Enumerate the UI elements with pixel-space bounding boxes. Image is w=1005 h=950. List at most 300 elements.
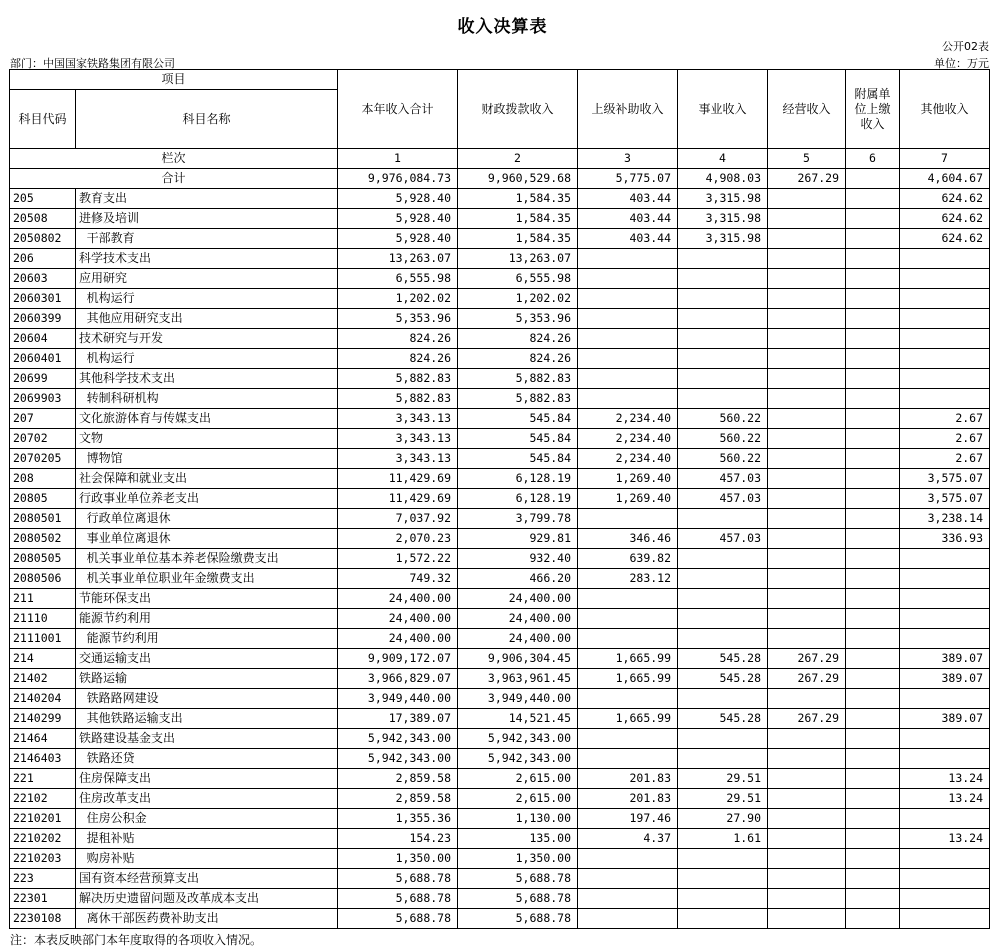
row-name: 其他应用研究支出 xyxy=(76,309,338,329)
row-value xyxy=(678,689,768,709)
row-value xyxy=(846,869,900,889)
row-value: 1,665.99 xyxy=(578,709,678,729)
row-value: 824.26 xyxy=(458,329,578,349)
row-value: 4.37 xyxy=(578,829,678,849)
row-code: 20805 xyxy=(10,489,76,509)
row-value: 5,928.40 xyxy=(338,229,458,249)
row-value xyxy=(768,249,846,269)
row-value xyxy=(678,549,768,569)
row-value xyxy=(846,329,900,349)
row-name: 机构运行 xyxy=(76,289,338,309)
table-row xyxy=(10,649,990,669)
row-value: 824.26 xyxy=(458,349,578,369)
row-code: 211 xyxy=(10,589,76,609)
row-value: 267.29 xyxy=(768,669,846,689)
row-value: 13.24 xyxy=(900,829,990,849)
row-value xyxy=(846,729,900,749)
row-name: 离休干部医药费补助支出 xyxy=(76,909,338,929)
row-value xyxy=(846,189,900,209)
row-value: 336.93 xyxy=(900,529,990,549)
row-value xyxy=(768,469,846,489)
row-value: 9,909,172.07 xyxy=(338,649,458,669)
row-value: 824.26 xyxy=(338,329,458,349)
row-value xyxy=(678,309,768,329)
row-value: 466.20 xyxy=(458,569,578,589)
row-value xyxy=(846,769,900,789)
row-value: 27.90 xyxy=(678,809,768,829)
row-value xyxy=(846,349,900,369)
row-code: 2050802 xyxy=(10,229,76,249)
row-value xyxy=(900,609,990,629)
row-value xyxy=(578,389,678,409)
row-value xyxy=(578,629,678,649)
row-value xyxy=(578,869,678,889)
col-index: 4 xyxy=(678,149,768,169)
row-code: 2080506 xyxy=(10,569,76,589)
row-value: 5,882.83 xyxy=(338,389,458,409)
row-value xyxy=(900,689,990,709)
table-row xyxy=(10,589,990,609)
row-value: 389.07 xyxy=(900,649,990,669)
row-value: 2,859.58 xyxy=(338,789,458,809)
row-value: 201.83 xyxy=(578,769,678,789)
row-value: 1,584.35 xyxy=(458,209,578,229)
row-value xyxy=(900,389,990,409)
table-row xyxy=(10,729,990,749)
row-value xyxy=(846,549,900,569)
total-value: 4,604.67 xyxy=(900,169,990,189)
row-value xyxy=(678,849,768,869)
row-value xyxy=(846,589,900,609)
table-row xyxy=(10,809,990,829)
row-value: 5,688.78 xyxy=(338,909,458,929)
row-value xyxy=(846,609,900,629)
row-value: 24,400.00 xyxy=(458,629,578,649)
table-row xyxy=(10,269,990,289)
row-value: 24,400.00 xyxy=(338,629,458,649)
row-value: 3,966,829.07 xyxy=(338,669,458,689)
row-value: 560.22 xyxy=(678,429,768,449)
table-row xyxy=(10,829,990,849)
row-value: 457.03 xyxy=(678,489,768,509)
row-value: 5,688.78 xyxy=(338,869,458,889)
row-value xyxy=(768,849,846,869)
table-row xyxy=(10,189,990,209)
row-value xyxy=(846,749,900,769)
row-name: 教育支出 xyxy=(76,189,338,209)
row-name: 铁路路网建设 xyxy=(76,689,338,709)
row-code: 20603 xyxy=(10,269,76,289)
row-value xyxy=(900,309,990,329)
row-value: 2,615.00 xyxy=(458,789,578,809)
row-value xyxy=(768,809,846,829)
row-value: 201.83 xyxy=(578,789,678,809)
row-value xyxy=(768,529,846,549)
row-value: 197.46 xyxy=(578,809,678,829)
row-value xyxy=(768,289,846,309)
row-name: 住房保障支出 xyxy=(76,769,338,789)
row-value xyxy=(768,689,846,709)
row-name: 文化旅游体育与传媒支出 xyxy=(76,409,338,429)
row-code: 2230108 xyxy=(10,909,76,929)
row-value: 6,128.19 xyxy=(458,469,578,489)
row-value xyxy=(768,629,846,649)
row-value: 135.00 xyxy=(458,829,578,849)
row-value xyxy=(768,589,846,609)
row-value xyxy=(578,749,678,769)
row-value xyxy=(900,629,990,649)
header-col-fiscal: 财政拨款收入 xyxy=(458,70,578,149)
row-value xyxy=(578,729,678,749)
row-value xyxy=(846,469,900,489)
col-index: 7 xyxy=(900,149,990,169)
row-value xyxy=(900,889,990,909)
row-value xyxy=(846,209,900,229)
row-value: 1,572.22 xyxy=(338,549,458,569)
row-name: 事业单位离退休 xyxy=(76,529,338,549)
row-value xyxy=(678,389,768,409)
row-name: 机关事业单位职业年金缴费支出 xyxy=(76,569,338,589)
row-value xyxy=(846,789,900,809)
row-value: 545.28 xyxy=(678,669,768,689)
row-code: 2210203 xyxy=(10,849,76,869)
table-row xyxy=(10,449,990,469)
row-value: 11,429.69 xyxy=(338,469,458,489)
row-value: 1,355.36 xyxy=(338,809,458,829)
table-row xyxy=(10,569,990,589)
row-code: 2210202 xyxy=(10,829,76,849)
row-value xyxy=(678,569,768,589)
row-value: 1,202.02 xyxy=(458,289,578,309)
table-row xyxy=(10,469,990,489)
total-value: 9,960,529.68 xyxy=(458,169,578,189)
table-row xyxy=(10,769,990,789)
row-value xyxy=(768,509,846,529)
row-value: 2,234.40 xyxy=(578,429,678,449)
row-value: 2,234.40 xyxy=(578,409,678,429)
row-code: 2146403 xyxy=(10,749,76,769)
table-row xyxy=(10,429,990,449)
row-value xyxy=(900,369,990,389)
table-row xyxy=(10,749,990,769)
table-row xyxy=(10,209,990,229)
row-value: 2.67 xyxy=(900,449,990,469)
row-value xyxy=(678,749,768,769)
row-code: 21464 xyxy=(10,729,76,749)
row-value: 3,343.13 xyxy=(338,429,458,449)
col-index: 6 xyxy=(846,149,900,169)
table-row xyxy=(10,669,990,689)
row-name: 铁路运输 xyxy=(76,669,338,689)
row-value: 5,942,343.00 xyxy=(338,749,458,769)
row-name: 社会保障和就业支出 xyxy=(76,469,338,489)
row-code: 2140299 xyxy=(10,709,76,729)
row-value xyxy=(768,189,846,209)
row-value: 5,688.78 xyxy=(458,909,578,929)
row-value: 624.62 xyxy=(900,229,990,249)
row-value: 13,263.07 xyxy=(338,249,458,269)
row-value: 5,882.83 xyxy=(338,369,458,389)
row-value: 5,928.40 xyxy=(338,209,458,229)
row-value xyxy=(678,369,768,389)
row-name: 住房改革支出 xyxy=(76,789,338,809)
row-value: 283.12 xyxy=(578,569,678,589)
row-name: 提租补贴 xyxy=(76,829,338,849)
row-value: 5,882.83 xyxy=(458,389,578,409)
row-value xyxy=(768,609,846,629)
row-value xyxy=(768,769,846,789)
row-value: 3,799.78 xyxy=(458,509,578,529)
row-value: 2,070.23 xyxy=(338,529,458,549)
row-value: 154.23 xyxy=(338,829,458,849)
row-value xyxy=(578,509,678,529)
row-code: 2140204 xyxy=(10,689,76,709)
row-value xyxy=(768,309,846,329)
row-value: 29.51 xyxy=(678,769,768,789)
row-value xyxy=(846,369,900,389)
row-value xyxy=(900,909,990,929)
row-value: 13,263.07 xyxy=(458,249,578,269)
row-name: 科学技术支出 xyxy=(76,249,338,269)
row-name: 国有资本经营预算支出 xyxy=(76,869,338,889)
row-code: 20604 xyxy=(10,329,76,349)
row-value xyxy=(846,309,900,329)
total-value xyxy=(846,169,900,189)
row-value xyxy=(846,509,900,529)
row-value: 2.67 xyxy=(900,429,990,449)
col-index: 1 xyxy=(338,149,458,169)
income-table xyxy=(9,69,990,929)
footnote: 注：本表反映部门本年度取得的各项收入情况。 xyxy=(10,933,263,947)
row-value xyxy=(578,909,678,929)
row-value xyxy=(768,889,846,909)
row-value: 3,315.98 xyxy=(678,189,768,209)
row-value xyxy=(678,249,768,269)
row-name: 机关事业单位基本养老保险缴费支出 xyxy=(76,549,338,569)
row-name: 节能环保支出 xyxy=(76,589,338,609)
header-project: 项目 xyxy=(10,70,338,90)
row-value: 932.40 xyxy=(458,549,578,569)
total-value: 4,908.03 xyxy=(678,169,768,189)
table-row xyxy=(10,369,990,389)
table-row xyxy=(10,249,990,269)
row-value: 624.62 xyxy=(900,209,990,229)
row-value xyxy=(900,729,990,749)
row-value: 1,584.35 xyxy=(458,229,578,249)
row-value: 13.24 xyxy=(900,789,990,809)
table-row xyxy=(10,349,990,369)
department-label: 部门：中国国家铁路集团有限公司 xyxy=(10,57,175,70)
row-value: 403.44 xyxy=(578,229,678,249)
total-value: 9,976,084.73 xyxy=(338,169,458,189)
row-value xyxy=(900,249,990,269)
row-value: 5,942,343.00 xyxy=(338,729,458,749)
row-value: 824.26 xyxy=(338,349,458,369)
row-value: 5,688.78 xyxy=(338,889,458,909)
row-value: 3,315.98 xyxy=(678,209,768,229)
row-value xyxy=(578,689,678,709)
row-code: 2080501 xyxy=(10,509,76,529)
row-name: 铁路还贷 xyxy=(76,749,338,769)
row-value: 560.22 xyxy=(678,409,768,429)
row-value: 267.29 xyxy=(768,649,846,669)
row-name: 应用研究 xyxy=(76,269,338,289)
row-code: 221 xyxy=(10,769,76,789)
row-value: 14,521.45 xyxy=(458,709,578,729)
row-value xyxy=(678,349,768,369)
table-row xyxy=(10,789,990,809)
row-value xyxy=(768,409,846,429)
row-value: 3,963,961.45 xyxy=(458,669,578,689)
row-value xyxy=(768,429,846,449)
row-value xyxy=(900,749,990,769)
table-row xyxy=(10,229,990,249)
row-value: 9,906,304.45 xyxy=(458,649,578,669)
row-value xyxy=(578,589,678,609)
col-index-label: 栏次 xyxy=(10,149,338,169)
row-value xyxy=(900,269,990,289)
row-value: 5,942,343.00 xyxy=(458,749,578,769)
row-value xyxy=(900,329,990,349)
row-value xyxy=(900,349,990,369)
row-value: 346.46 xyxy=(578,529,678,549)
row-value: 1,665.99 xyxy=(578,649,678,669)
row-value: 3,575.07 xyxy=(900,469,990,489)
row-value xyxy=(578,349,678,369)
row-value: 389.07 xyxy=(900,709,990,729)
header-col-affiliated: 附属单位上缴收入 xyxy=(846,70,900,149)
total-value: 267.29 xyxy=(768,169,846,189)
row-value xyxy=(678,269,768,289)
row-value xyxy=(578,329,678,349)
row-value xyxy=(768,789,846,809)
row-value: 2.67 xyxy=(900,409,990,429)
form-number: 公开02表 xyxy=(942,40,989,53)
header-name: 科目名称 xyxy=(76,90,338,149)
row-value xyxy=(846,629,900,649)
total-row xyxy=(10,169,990,189)
row-value xyxy=(846,889,900,909)
row-name: 住房公积金 xyxy=(76,809,338,829)
row-value xyxy=(846,569,900,589)
row-value xyxy=(846,429,900,449)
row-code: 22102 xyxy=(10,789,76,809)
row-value xyxy=(768,729,846,749)
row-code: 21402 xyxy=(10,669,76,689)
row-value xyxy=(578,369,678,389)
row-code: 208 xyxy=(10,469,76,489)
row-code: 20508 xyxy=(10,209,76,229)
row-value: 1,130.00 xyxy=(458,809,578,829)
row-value: 545.84 xyxy=(458,449,578,469)
row-value: 13.24 xyxy=(900,769,990,789)
row-code: 20699 xyxy=(10,369,76,389)
row-value: 24,400.00 xyxy=(338,589,458,609)
row-code: 2080505 xyxy=(10,549,76,569)
row-value xyxy=(768,569,846,589)
header-col-business: 事业收入 xyxy=(678,70,768,149)
row-value: 24,400.00 xyxy=(338,609,458,629)
row-code: 206 xyxy=(10,249,76,269)
row-name: 购房补贴 xyxy=(76,849,338,869)
row-code: 22301 xyxy=(10,889,76,909)
row-value xyxy=(900,569,990,589)
row-value: 5,928.40 xyxy=(338,189,458,209)
row-code: 214 xyxy=(10,649,76,669)
row-value xyxy=(768,329,846,349)
row-name: 干部教育 xyxy=(76,229,338,249)
row-value: 1,350.00 xyxy=(458,849,578,869)
row-value: 1,269.40 xyxy=(578,489,678,509)
row-value: 457.03 xyxy=(678,469,768,489)
table-row xyxy=(10,489,990,509)
row-code: 2111001 xyxy=(10,629,76,649)
row-value xyxy=(768,369,846,389)
row-value xyxy=(846,829,900,849)
row-value xyxy=(846,849,900,869)
table-row xyxy=(10,629,990,649)
row-value: 3,949,440.00 xyxy=(338,689,458,709)
row-value xyxy=(678,509,768,529)
header-code: 科目代码 xyxy=(10,90,76,149)
row-value xyxy=(900,869,990,889)
row-name: 文物 xyxy=(76,429,338,449)
row-value xyxy=(578,289,678,309)
row-value xyxy=(678,729,768,749)
header-col-total: 本年收入合计 xyxy=(338,70,458,149)
row-value xyxy=(846,389,900,409)
col-index: 3 xyxy=(578,149,678,169)
row-value: 624.62 xyxy=(900,189,990,209)
row-value: 11,429.69 xyxy=(338,489,458,509)
row-value xyxy=(768,909,846,929)
table-row xyxy=(10,409,990,429)
row-value xyxy=(846,229,900,249)
table-row xyxy=(10,909,990,929)
row-value: 545.84 xyxy=(458,429,578,449)
row-value xyxy=(578,849,678,869)
row-value: 389.07 xyxy=(900,669,990,689)
row-value: 267.29 xyxy=(768,709,846,729)
row-value xyxy=(768,549,846,569)
row-name: 博物馆 xyxy=(76,449,338,469)
row-code: 223 xyxy=(10,869,76,889)
row-value: 3,343.13 xyxy=(338,449,458,469)
row-value: 545.28 xyxy=(678,649,768,669)
row-value: 1,665.99 xyxy=(578,669,678,689)
row-value: 639.82 xyxy=(578,549,678,569)
unit-label: 单位：万元 xyxy=(934,57,989,70)
row-value xyxy=(846,449,900,469)
row-value xyxy=(846,649,900,669)
row-name: 技术研究与开发 xyxy=(76,329,338,349)
row-value: 2,234.40 xyxy=(578,449,678,469)
row-value xyxy=(768,449,846,469)
row-value: 403.44 xyxy=(578,189,678,209)
row-value xyxy=(768,269,846,289)
row-value xyxy=(846,689,900,709)
row-value: 29.51 xyxy=(678,789,768,809)
row-value: 5,353.96 xyxy=(458,309,578,329)
row-value: 6,555.98 xyxy=(458,269,578,289)
row-value: 5,353.96 xyxy=(338,309,458,329)
row-name: 行政单位离退休 xyxy=(76,509,338,529)
row-name: 其他铁路运输支出 xyxy=(76,709,338,729)
row-name: 解决历史遗留问题及改革成本支出 xyxy=(76,889,338,909)
table-row xyxy=(10,549,990,569)
row-value: 3,238.14 xyxy=(900,509,990,529)
row-value xyxy=(578,269,678,289)
